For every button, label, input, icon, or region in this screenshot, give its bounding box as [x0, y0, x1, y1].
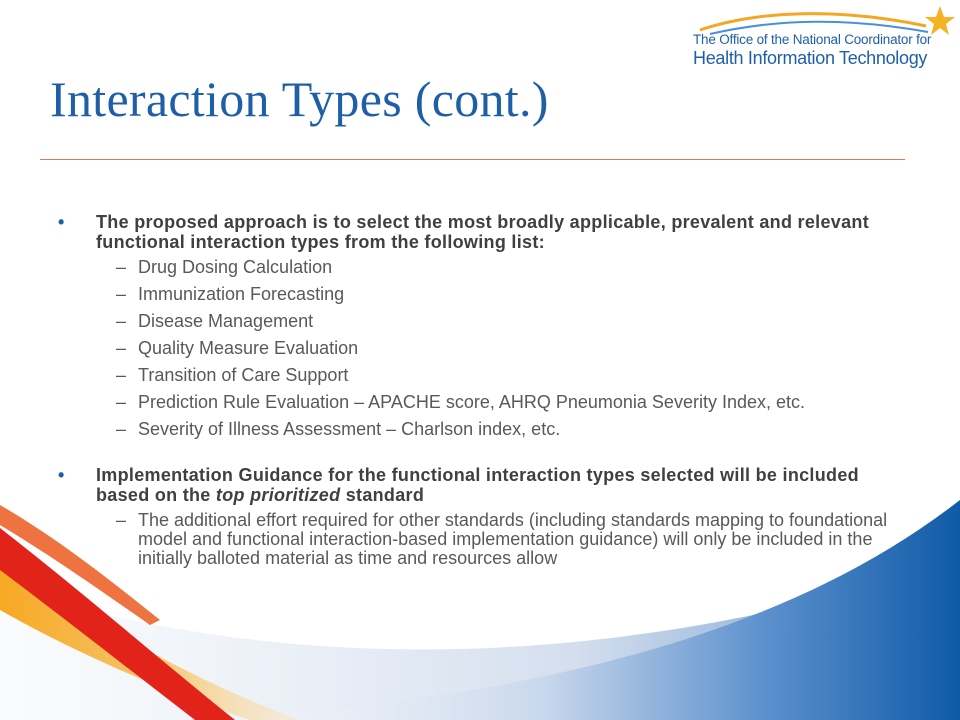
- dash-glyph: –: [116, 419, 127, 439]
- sub-item: [58, 312, 908, 331]
- sub-item-text: Severity of Illness Assessment – Charlson index, etc.: [138, 419, 561, 439]
- bullet-2-text: [96, 465, 859, 505]
- dash-glyph: –: [116, 311, 127, 331]
- bullet-2-text-end: standard: [340, 485, 425, 505]
- logo-org-line2: Health Information Technology: [693, 48, 928, 68]
- bullet-2-emphasis: top prioritized: [215, 485, 341, 505]
- sub-item-text: Prediction Rule Evaluation – APACHE score, AHRQ Pneumonia Severity Index, etc.: [138, 392, 805, 412]
- bullet-1-sublist: [58, 258, 908, 439]
- sub-item: [58, 339, 908, 358]
- sub-item: [58, 285, 908, 304]
- dash-glyph: –: [116, 510, 127, 530]
- sub-item: [58, 420, 908, 439]
- sub-item-text: Quality Measure Evaluation: [138, 338, 359, 358]
- sub-item: [58, 366, 908, 385]
- dash-glyph: –: [116, 338, 127, 358]
- sub-item: [58, 511, 908, 568]
- bullet-dot: •: [58, 465, 65, 485]
- bullet-1-text: The proposed approach is to select the most broadly applicable, prevalent and relevant functional interaction types from the following list:: [96, 212, 869, 252]
- bullet-2: [58, 465, 908, 505]
- bullet-dot: •: [58, 212, 65, 232]
- onc-logo: [690, 4, 956, 70]
- title-divider: [40, 159, 905, 160]
- sub-item: [58, 393, 908, 412]
- sub-item: [58, 258, 908, 277]
- page-title: Interaction Types (cont.): [50, 71, 549, 127]
- sub-item-text: Immunization Forecasting: [138, 284, 345, 304]
- spacer: [58, 447, 908, 465]
- dash-glyph: –: [116, 365, 127, 385]
- dash-glyph: –: [116, 392, 127, 412]
- logo-org-line1: The Office of the National Coordinator for: [693, 32, 932, 47]
- logo-star-icon: [925, 6, 955, 35]
- sub-item-text: Disease Management: [138, 311, 314, 331]
- sub-item-text: Drug Dosing Calculation: [138, 257, 333, 277]
- sub-item-text: Transition of Care Support: [138, 365, 349, 385]
- sub-item-text: The additional effort required for other standards (including standards mapping to foundational model and functional interaction-based implementation guidance) will only be included in the initially balloted material as time and resources allow: [138, 510, 888, 568]
- bullet-2-sublist: [58, 511, 908, 568]
- bullet-1: [58, 212, 908, 252]
- content-body: [58, 212, 908, 576]
- dash-glyph: –: [116, 257, 127, 277]
- dash-glyph: –: [116, 284, 127, 304]
- bullet-2-text-start: Implementation Guidance for the functional interaction types selected will be included based on the: [96, 465, 859, 505]
